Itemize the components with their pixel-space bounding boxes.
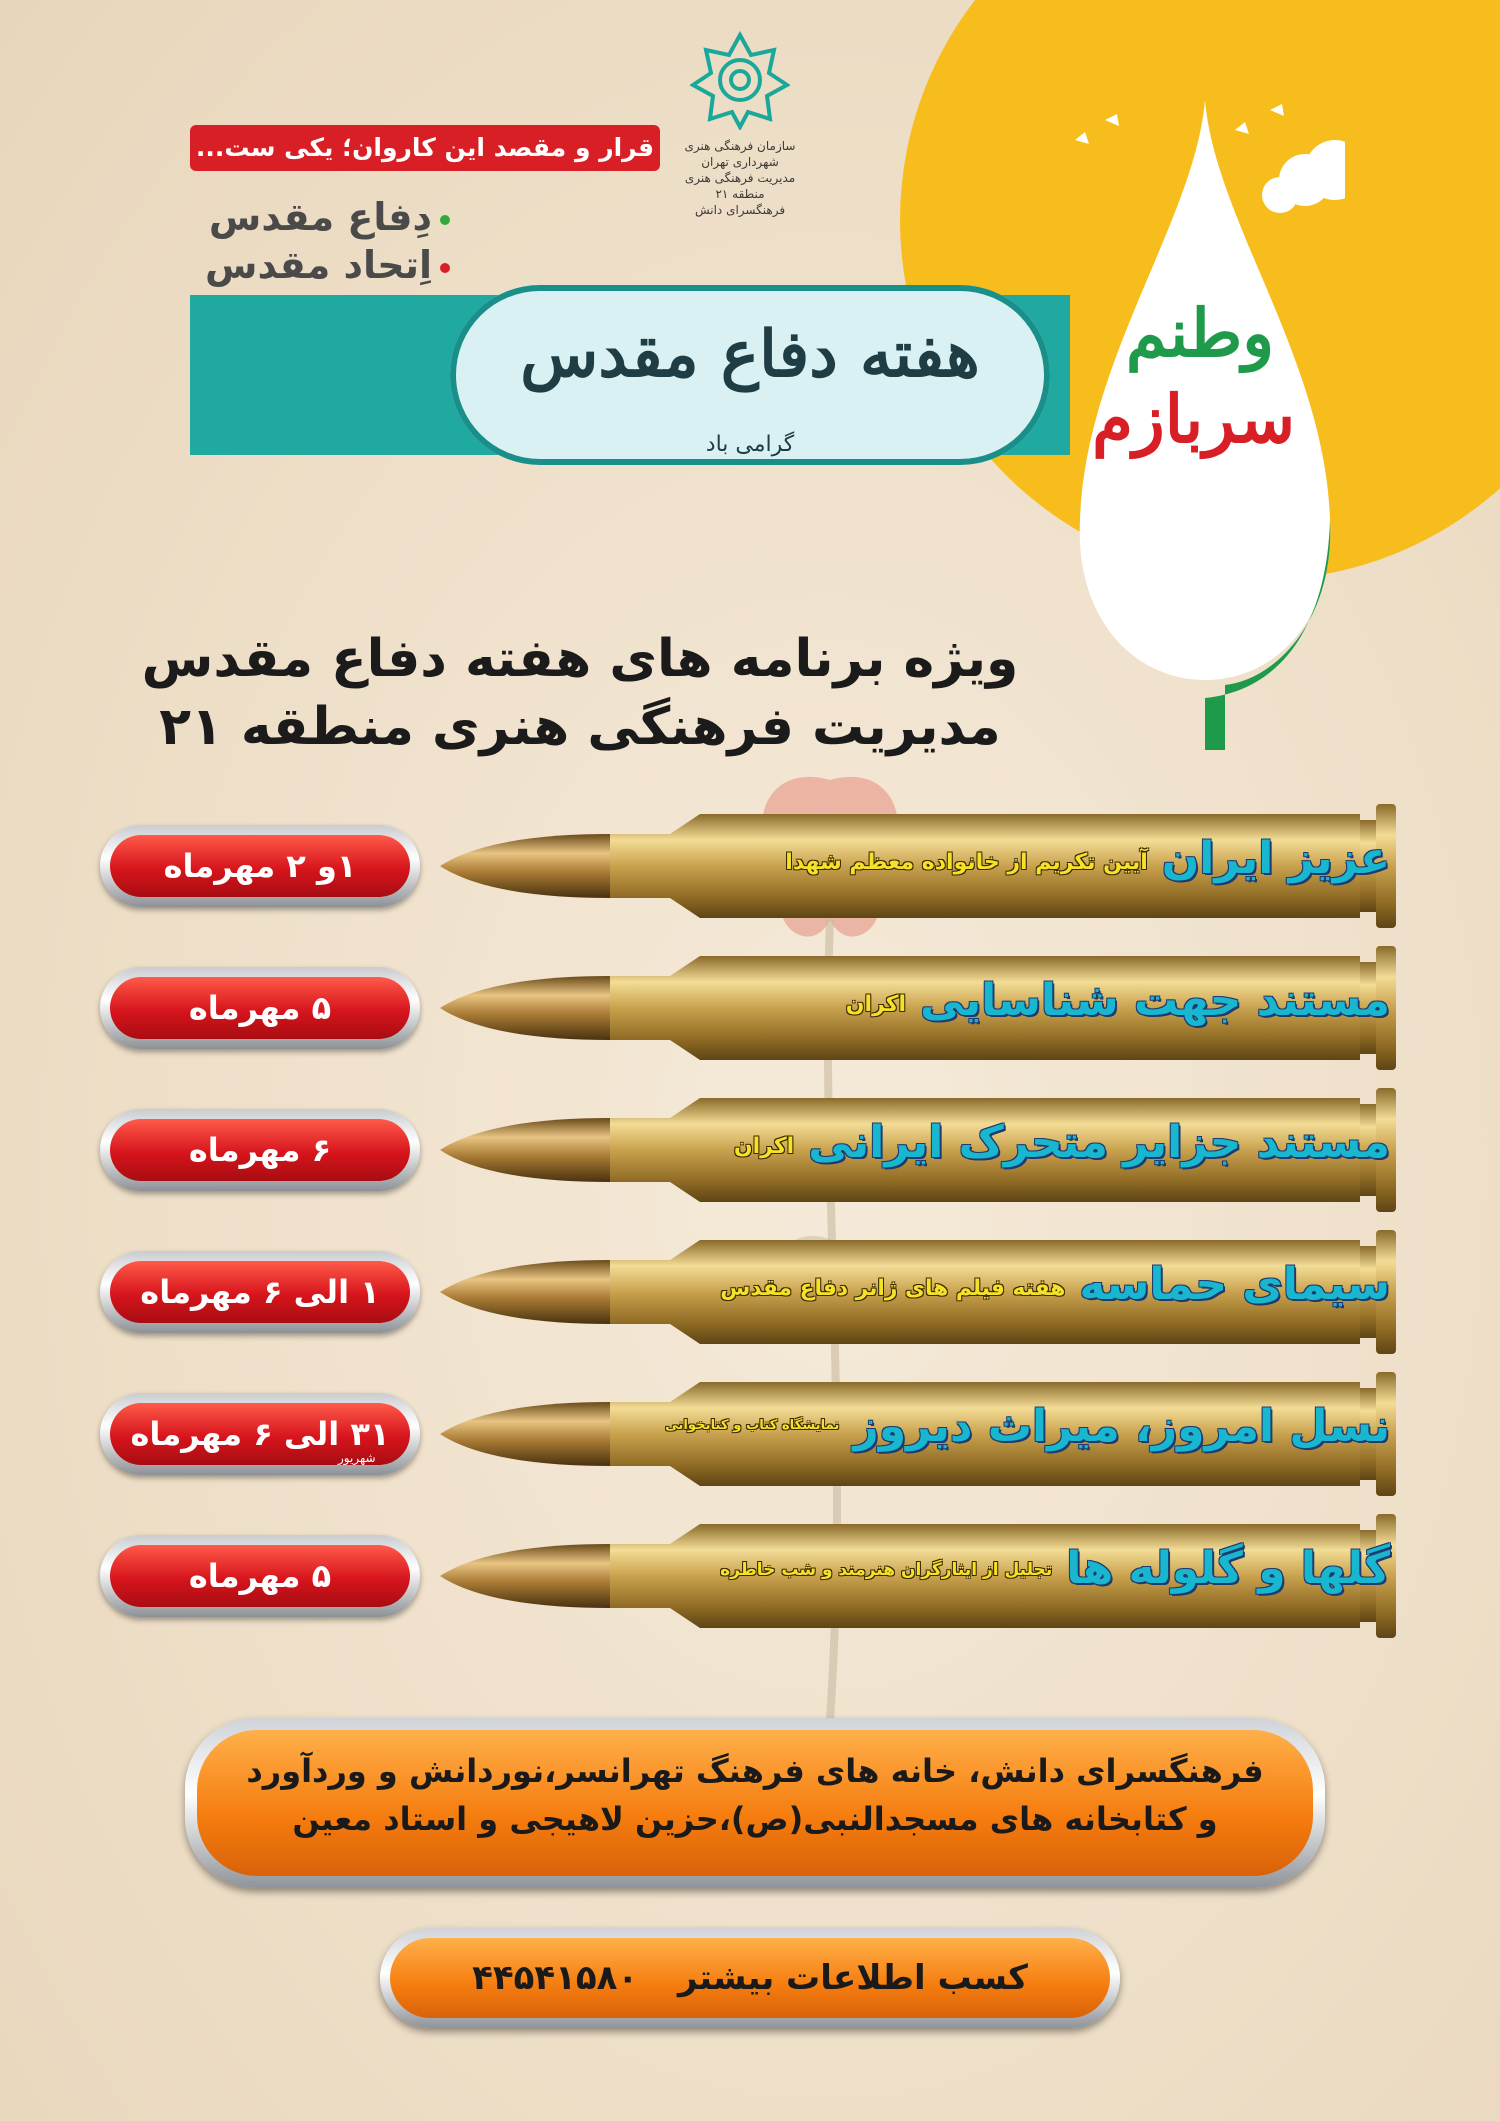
program-row — [0, 1510, 1500, 1640]
headline-line: ویژه برنامه های هفته دفاع مقدس — [141, 629, 1019, 689]
headline-line: مدیریت فرهنگی هنری منطقه ۲۱ — [159, 697, 1001, 757]
drop-emblem — [1065, 100, 1345, 750]
program-row — [0, 1226, 1500, 1356]
program-row — [0, 1084, 1500, 1214]
organization-logo — [680, 30, 800, 240]
venues-line: و کتابخانه های مسجدالنبی(ص)،حزین لاهیجی و استاد معین — [292, 1800, 1218, 1838]
program-date-note: شهریور — [338, 1451, 376, 1465]
program-title: مستند جزایر متحرک ایرانی — [808, 1117, 1390, 1168]
motto-text: اِتحاد مقدس — [205, 243, 432, 287]
logo-caption-line: سازمان فرهنگی هنری شهرداری تهران — [684, 139, 796, 169]
tagline-banner — [190, 125, 660, 171]
program-date: ۵ مهرماه — [110, 977, 410, 1039]
program-date-badge — [100, 1535, 420, 1617]
program-date-badge — [100, 967, 420, 1049]
program-date: ۳۱ الی ۶ مهرماه — [110, 1403, 410, 1465]
program-date: ۶ مهرماه — [110, 1119, 410, 1181]
red-dot-icon — [440, 263, 450, 273]
program-date-badge — [100, 825, 420, 907]
program-subtitle: تجلیل از ایثارگران هنرمند و شب خاطره — [720, 1560, 1053, 1580]
program-date-badge — [100, 1251, 420, 1333]
program-subtitle: آیین تکریم از خانواده معظم شهدا — [785, 850, 1148, 875]
motto-item — [190, 195, 450, 239]
program-row — [0, 800, 1500, 930]
calligraphy-title: هفته دفاع مقدس — [520, 317, 980, 392]
program-row — [0, 942, 1500, 1072]
info-phone: ۴۴۵۴۱۵۸۰ — [472, 1958, 639, 1998]
logo-caption-line: فرهنگسرای دانش — [694, 203, 786, 217]
green-dot-icon — [440, 215, 450, 225]
venues-box — [185, 1718, 1325, 1888]
program-subtitle: هفته فیلم های ژانر دفاع مقدس — [720, 1276, 1066, 1301]
program-date: ۱ الی ۶ مهرماه — [110, 1261, 410, 1323]
calligraphy-subtitle: گرامی باد — [705, 432, 795, 457]
program-title: عزیز ایران — [1161, 833, 1390, 884]
logo-caption-line: مدیریت فرهنگی هنری منطقه ۲۱ — [684, 171, 796, 201]
program-row — [0, 1368, 1500, 1498]
info-label: کسب اطلاعات بیشتر — [677, 1958, 1028, 1998]
program-title: مستند جهت شناسایی — [920, 975, 1390, 1026]
program-subtitle: اکران — [845, 992, 907, 1017]
program-date: ۵ مهرماه — [110, 1545, 410, 1607]
star-rosette-icon — [690, 30, 790, 130]
calligraphy-frame — [450, 285, 1050, 465]
drop-word: سربازم — [1092, 380, 1295, 458]
headline — [110, 625, 1050, 761]
info-box — [380, 1928, 1120, 2028]
drop-calligraphy — [1092, 290, 1295, 462]
program-date-badge — [100, 1109, 420, 1191]
program-date: ۱و ۲ مهرماه — [110, 835, 410, 897]
tagline-text: قرار و مقصد این کاروان؛ یکی ست... — [195, 133, 655, 162]
program-title: سیمای حماسه — [1079, 1259, 1390, 1310]
program-subtitle: نمایشگاه کتاب و کتابخوانی — [665, 1418, 840, 1433]
program-date-badge — [100, 1393, 420, 1475]
motto-text: دِفاع مقدس — [208, 195, 432, 239]
program-title: نسل امروز، میراث دیروز — [853, 1401, 1390, 1452]
program-subtitle: اکران — [733, 1134, 795, 1159]
drop-word: وطنم — [1125, 294, 1275, 372]
motto-item — [190, 243, 450, 287]
venues-line: فرهنگسرای دانش، خانه های فرهنگ تهرانسر،نوردانش و وردآورد — [246, 1752, 1264, 1790]
program-title: گلها و گلوله ها — [1066, 1543, 1390, 1594]
